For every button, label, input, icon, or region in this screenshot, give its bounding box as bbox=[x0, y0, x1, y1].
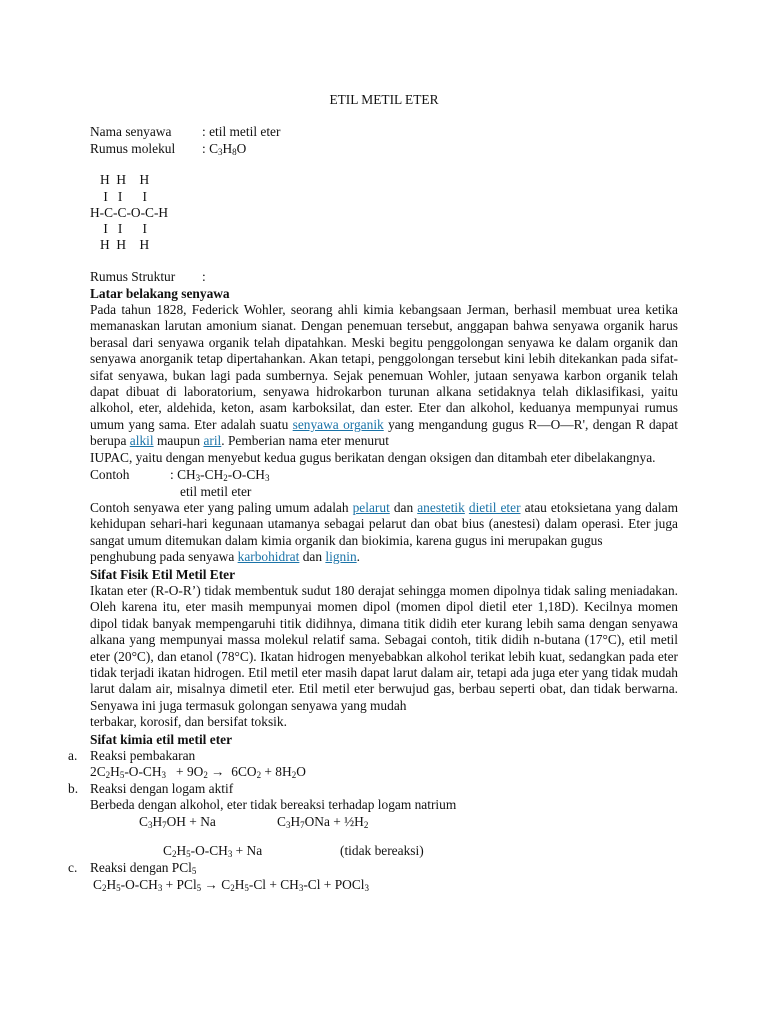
list-item-a bbox=[0, 748, 768, 764]
equation-alcohol-product: $C_3H_7ONa$ + $\frac{1}{2}H_2$ bbox=[277, 814, 369, 830]
link-aril[interactable]: aril bbox=[203, 433, 222, 449]
link-karbohidrat[interactable]: karbohidrat bbox=[237, 549, 300, 565]
rumus-molekul-value: : $C_3H_8O$ bbox=[202, 141, 247, 157]
list-item-c bbox=[0, 860, 768, 876]
paragraph-fisik: Ikatan eter (R-O-R’) tidak membentuk sudut 180 derajat sehingga momen dipolnya tidak saling meniadakan. Oleh karena itu, eter masih mempunyai momen dipol (momen dipol dietil eter 1,18D). Kecilnya momen dipol tidak banyak mempengaruhi titik didihnya, dimana titik didih eter kurang lebih sama dengan senyawa alkana yang mempunyai massa molekul relatif sama. Sebagai contoh, titik didih n-butana (17°C), etil metil eter (20°C), dan etanol (78°C). Ikatan hidrogen menyebabkan alkohol terikat lebih kuat, sedangkan pada eter tidak terjadi ikatan hidrogen. Etil metil eter masih dapat larut dalam air, tetapi ada juga eter yang tidak mudah larut dalam air, misalnya dimetil eter. Etil metil eter berwujud gas, berbau seperti obat, dan tidak berwarna. Senyawa ini juga termasuk golongan senyawa yang mudah terbakar, korosif, dan bersifat toksik. bbox=[90, 583, 678, 730]
contoh-formula: : $CH_3-CH_2-O-CH_3$ bbox=[170, 467, 270, 483]
link-dietil-eter[interactable]: dietil eter bbox=[468, 500, 521, 515]
section-heading-kimia: Sifat kimia etil metil eter bbox=[90, 732, 233, 747]
link-lignin[interactable]: lignin bbox=[325, 549, 357, 565]
link-pelarut[interactable]: pelarut bbox=[352, 500, 390, 515]
nama-senyawa-value: : etil metil eter bbox=[202, 124, 281, 139]
link-senyawa-organik[interactable]: senyawa organik bbox=[292, 416, 384, 432]
structure-line: H-C-C-O-C-H bbox=[90, 205, 169, 220]
section-heading-fisik: Sifat Fisik Etil Metil Eter bbox=[90, 567, 236, 582]
structure-line: I I I bbox=[90, 221, 147, 236]
paragraph-latar-1: Pada tahun 1828, Federick Wohler, seorang ahli kimia kebangsaan Jerman, berhasil membuat urea ketika memanaskan larutan amonium sianat. Dengan penemuan tersebut, anggapan bahwa senyawa organik harus berasal dari senyawa organik telah dipatahkan. Meski begitu penggolongan senyawa ke dalam organik dan senyawa anorganik tetap dipertahankan. Akan tetapi, penggolongan tersebut kini lebih ditekankan pada sifat-sifat senyawa, bukan lagi pada sumbernya. Sejak penemuan Wohler, jutaan senyawa karbon organik telah dapat dibuat di laboratorium, senyawa hidrokarbon turunan alkana setidaknya telah diklasifikasi, yaitu alkohol, eter, aldehida, keton, asam karboksilat, dan ester. Eter dan alkohol, keduanya mempunyai rumus umum yang sama. Eter adalah suatu senyawa organik yang mengandung gugus R—O—R', dengan R dapat berupa alkil maupun aril. Pemberian nama eter menurut IUPAC, yaitu dengan menyebut kedua gugus berikatan dengan oksigen dan ditambah eter dibelakangnya. bbox=[90, 302, 678, 465]
identity-block bbox=[90, 124, 390, 158]
list-marker: b. bbox=[68, 781, 79, 796]
no-reaction-note: (tidak bereaksi) bbox=[340, 843, 424, 858]
equation-ether-reactant: $C_2H_5-O-CH_3 + Na$ bbox=[163, 843, 263, 859]
reaction-title: Reaksi dengan PCl$_5$ bbox=[90, 860, 197, 876]
contoh-label: Contoh bbox=[90, 467, 130, 482]
contoh-name: etil metil eter bbox=[180, 484, 252, 499]
section-heading-latar: Latar belakang senyawa bbox=[90, 286, 230, 301]
list-marker: c. bbox=[68, 860, 78, 875]
nama-senyawa-label: Nama senyawa bbox=[90, 124, 172, 139]
equation-pcl5: $C_2H_5-O-CH_3 + PCl_5 \to C_2H_5-Cl + CH_3-Cl$ + POCl$_3$ bbox=[93, 877, 369, 893]
list-marker: a. bbox=[68, 748, 78, 763]
rumus-molekul-label: Rumus molekul bbox=[90, 141, 176, 156]
link-alkil[interactable]: alkil bbox=[129, 433, 154, 449]
structure-line: H H H bbox=[90, 172, 150, 187]
rumus-struktur-label: Rumus Struktur bbox=[90, 269, 176, 284]
reaction-title: Reaksi dengan logam aktif bbox=[90, 781, 234, 796]
link-anestetik[interactable]: anestetik bbox=[417, 500, 465, 515]
equation-alcohol-reactant: $C_3H_7OH + Na$ bbox=[139, 814, 216, 830]
document-title: ETIL METIL ETER bbox=[329, 92, 439, 107]
list-item-b bbox=[0, 781, 768, 797]
reaction-title: Reaksi pembakaran bbox=[90, 748, 196, 763]
equation-combustion: $2C_2H_5-O-CH_3 + 9O_2 \to 6CO_2 + 8H_2O$ bbox=[90, 764, 306, 780]
structure-line: I I I bbox=[90, 189, 147, 204]
reaction-description: Berbeda dengan alkohol, eter tidak bereaksi terhadap logam natrium bbox=[90, 797, 457, 812]
rumus-struktur-value: : bbox=[202, 269, 206, 284]
paragraph-latar-2: Contoh senyawa eter yang paling umum adalah pelarut dan anestetik dietil eter atau etoksietana yang dalam kehidupan sehari-hari kegunaan utamanya sebagai pelarut dan obat bius (anestesi) dalam operasi. Eter juga sangat umum ditemukan dalam kimia organik dan biokimia, karena gugus ini merupakan gugus penghubung pada senyawa karbohidrat dan lignin. bbox=[90, 500, 679, 565]
structure-line: H H H bbox=[90, 237, 150, 252]
